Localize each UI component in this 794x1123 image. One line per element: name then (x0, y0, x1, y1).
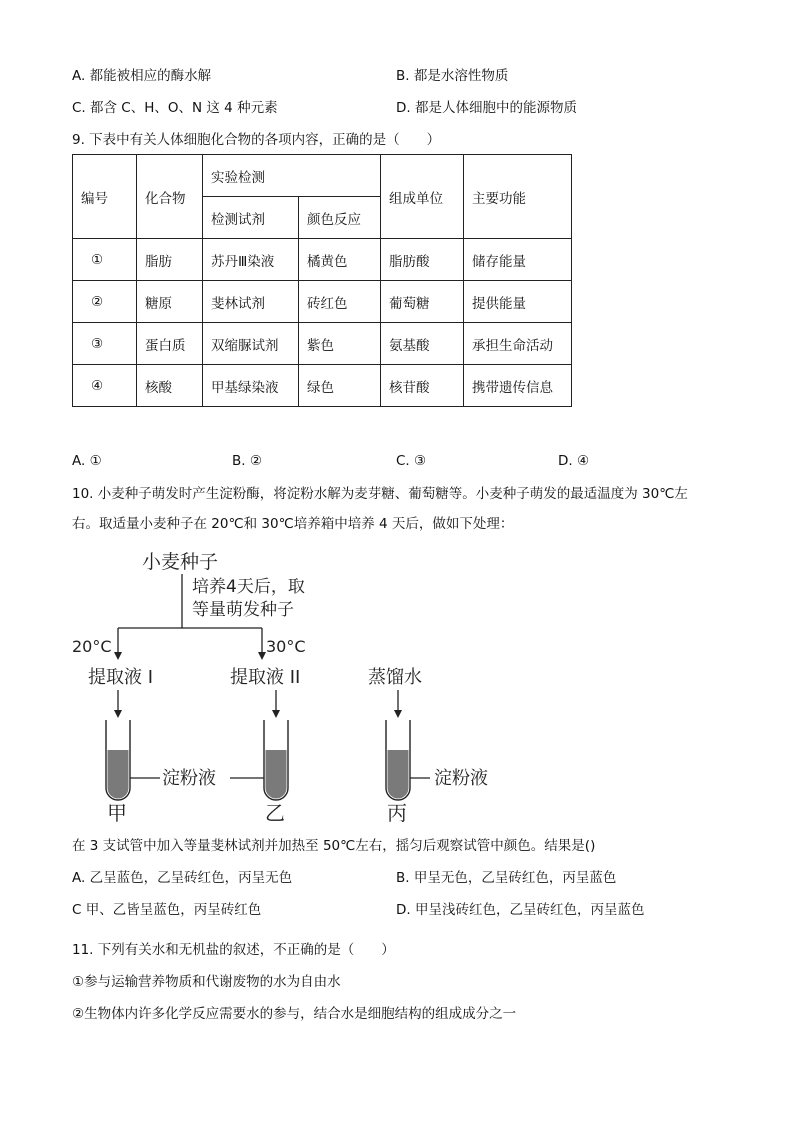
tube-label-yi: 乙 (265, 801, 285, 825)
q10-stem-line1: 10. 小麦种子萌发时产生淀粉酶，将淀粉水解为麦芽糖、葡萄糖等。小麦种子萌发的最适温度为 30℃左 (72, 486, 688, 502)
row-unit: 核苷酸 (381, 365, 464, 407)
q9-option-a: A. ① (72, 453, 102, 469)
row-reagent: 双缩脲试剂 (203, 323, 299, 365)
header-unit: 组成单位 (381, 155, 464, 239)
row-reagent: 斐林试剂 (203, 281, 299, 323)
q11-stem: 11. 下列有关水和无机盐的叙述，不正确的是（ ） (72, 942, 395, 958)
diagram-temp1: 20°C (72, 637, 112, 656)
header-compound: 化合物 (137, 155, 203, 239)
row-compound: 核酸 (137, 365, 203, 407)
table-row (73, 281, 572, 323)
row-color: 砖红色 (299, 281, 381, 323)
row-color: 紫色 (299, 323, 381, 365)
q10-stem-line2: 右。取适量小麦种子在 20℃和 30℃培养箱中培养 4 天后，做如下处理： (72, 516, 514, 532)
q8-option-b: B. 都是水溶性物质 (396, 68, 509, 84)
row-function: 承担生命活动 (464, 323, 572, 365)
table-row (73, 323, 572, 365)
diagram-note-line1: 培养4天后，取 (192, 577, 305, 597)
q10-option-b: B. 甲呈无色，乙呈砖红色，丙呈蓝色 (396, 870, 617, 886)
diagram-temp2: 30°C (266, 637, 306, 656)
q9-table (72, 154, 572, 407)
header-reagent: 检测试剂 (203, 197, 299, 239)
header-color: 颜色反应 (299, 197, 381, 239)
row-reagent: 苏丹Ⅲ染液 (203, 239, 299, 281)
diagram-extract2: 提取液 II (230, 667, 301, 688)
row-unit: 氨基酸 (381, 323, 464, 365)
diagram-extract1: 提取液 I (88, 667, 154, 688)
diagram-starch-label-1: 淀粉液 (162, 768, 216, 789)
diagram-seed-label: 小麦种子 (142, 551, 219, 573)
q9-stem: 9. 下表中有关人体细胞化合物的各项内容，正确的是（ ） (72, 132, 441, 148)
tube-label-jia: 甲 (107, 801, 127, 825)
row-unit: 脂肪酸 (381, 239, 464, 281)
q8-option-c: C. 都含 C、H、O、N 这 4 种元素 (72, 100, 278, 116)
q9-option-b: B. ② (232, 453, 262, 469)
row-function: 储存能量 (464, 239, 572, 281)
row-compound: 蛋白质 (137, 323, 203, 365)
row-color: 橘黄色 (299, 239, 381, 281)
test-tube-1 (106, 720, 130, 800)
row-compound: 脂肪 (137, 239, 203, 281)
q10-option-d: D. 甲呈浅砖红色，乙呈砖红色，丙呈蓝色 (396, 902, 645, 918)
header-function: 主要功能 (464, 155, 572, 239)
test-tube-2 (264, 720, 288, 800)
q10-option-a: A. 乙呈蓝色，乙呈砖红色，丙呈无色 (72, 870, 293, 886)
row-color: 绿色 (299, 365, 381, 407)
header-id: 编号 (73, 155, 137, 239)
q11-statement-2: ②生物体内许多化学反应需要水的参与，结合水是细胞结构的组成成分之一 (72, 1006, 517, 1022)
q8-option-d: D. 都是人体细胞中的能源物质 (396, 100, 577, 116)
tube-label-bing: 丙 (387, 801, 407, 825)
q10-experiment-diagram (60, 540, 520, 830)
q9-option-d: D. ④ (558, 453, 590, 469)
q9-option-c: C. ③ (396, 453, 427, 469)
test-tube-3 (386, 720, 410, 800)
table-row (73, 365, 572, 407)
row-id: ② (73, 281, 137, 323)
row-id: ④ (73, 365, 137, 407)
diagram-water: 蒸馏水 (368, 667, 422, 688)
row-compound: 糖原 (137, 281, 203, 323)
diagram-starch-label-2: 淀粉液 (434, 768, 488, 789)
header-experiment: 实验检测 (203, 155, 381, 197)
row-reagent: 甲基绿染液 (203, 365, 299, 407)
table-row (73, 239, 572, 281)
q10-option-c: C 甲、乙皆呈蓝色，丙呈砖红色 (72, 902, 262, 918)
row-id: ③ (73, 323, 137, 365)
q8-option-a: A. 都能被相应的酶水解 (72, 68, 212, 84)
q11-statement-1: ①参与运输营养物质和代谢废物的水为自由水 (72, 974, 341, 990)
diagram-note-line2: 等量萌发种子 (192, 600, 294, 620)
row-id: ① (73, 239, 137, 281)
q10-after-text: 在 3 支试管中加入等量斐林试剂并加热至 50℃左右，摇匀后观察试管中颜色。结果是() (72, 838, 596, 854)
row-unit: 葡萄糖 (381, 281, 464, 323)
row-function: 携带遗传信息 (464, 365, 572, 407)
row-function: 提供能量 (464, 281, 572, 323)
